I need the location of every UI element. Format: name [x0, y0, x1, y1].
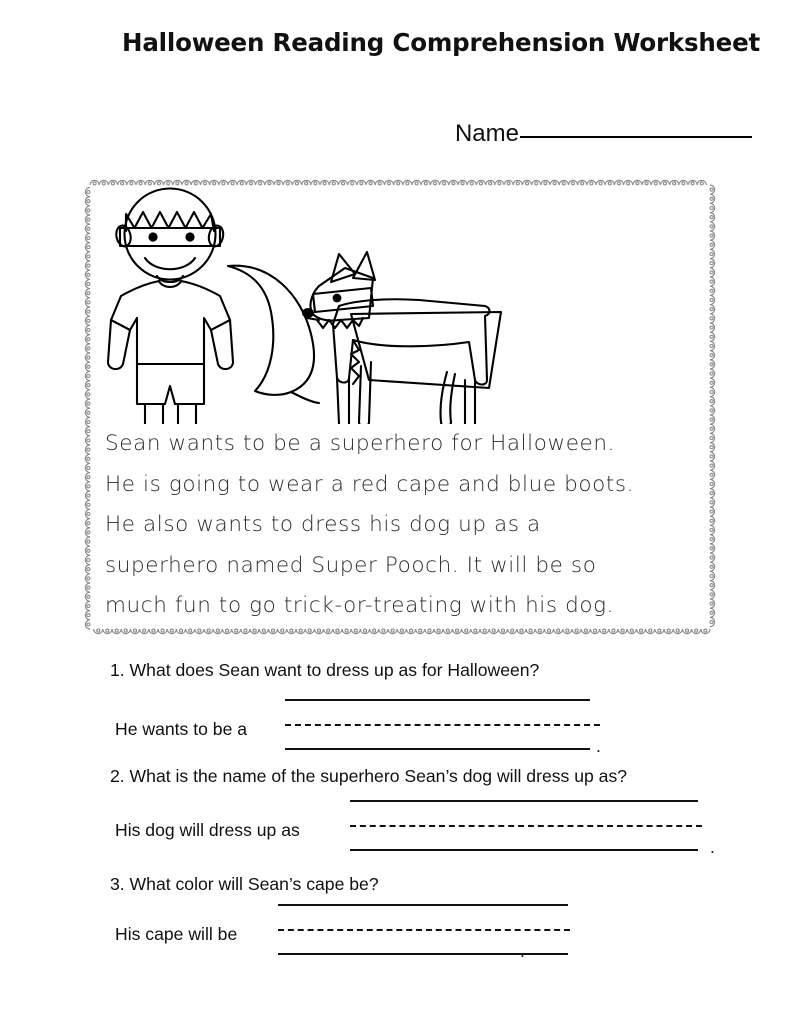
answer-line-bottom-1[interactable]	[285, 748, 590, 750]
story-line: much fun to go trick-or-treating with his dog.	[105, 593, 615, 618]
story-passage	[105, 424, 705, 627]
page-title: Halloween Reading Comprehension Worksheet	[122, 28, 760, 57]
story-line: He is going to wear a red cape and blue boots.	[105, 471, 635, 497]
story-line: Sean wants to be a superhero for Halloween.	[105, 431, 616, 456]
boy-shorts	[137, 364, 204, 404]
boy-cape-tail	[291, 392, 319, 403]
dog-eye	[333, 294, 342, 303]
answer-period-2: .	[710, 837, 715, 857]
dog-nose	[302, 308, 314, 318]
answer-line-guide-2[interactable]	[350, 825, 702, 827]
dog-cape	[351, 312, 501, 388]
boy-head	[125, 189, 216, 280]
answer-line-bottom-2[interactable]	[350, 849, 698, 851]
name-field-row	[0, 120, 752, 148]
halloween-superhero-illustration	[95, 184, 705, 424]
answer-line-top-2[interactable]	[350, 800, 698, 802]
boy-shirt	[111, 281, 230, 364]
dog-figure	[302, 252, 501, 424]
story-line: superhero named Super Pooch. It will be so	[105, 552, 597, 578]
name-label: Name	[454, 120, 519, 147]
question-text-2: 2. What is the name of the superhero Sean’s dog will dress up as?	[110, 766, 628, 786]
answer-prompt-1: He wants to be a	[115, 719, 248, 739]
dog-ear-left	[331, 254, 355, 282]
dog-leg-front	[337, 378, 349, 424]
answer-period-3: .	[520, 941, 525, 961]
story-line: He also wants to dress his dog up as a	[105, 512, 541, 537]
boy-eye-left	[148, 232, 157, 241]
answer-line-guide-1[interactable]	[285, 724, 600, 726]
boy-cape	[228, 266, 314, 395]
boy-arm-left	[108, 320, 130, 369]
question-text-3: 3. What color will Sean’s cape be?	[110, 874, 379, 894]
story-panel	[81, 176, 719, 638]
boy-mask	[120, 228, 220, 246]
dog-leg-front-2	[359, 362, 371, 424]
answer-line-top-3[interactable]	[278, 904, 568, 906]
boy-figure	[108, 189, 319, 425]
answer-prompt-3: His cape will be	[115, 924, 238, 944]
answer-line-guide-3[interactable]	[278, 929, 570, 931]
dog-leg-back-2	[440, 372, 455, 424]
boy-eye-right	[185, 232, 194, 241]
name-input-line[interactable]	[520, 136, 752, 138]
boy-smile	[145, 258, 195, 269]
answer-prompt-2: His dog will dress up as	[115, 820, 300, 840]
answer-line-top-1[interactable]	[285, 699, 590, 701]
answer-period-1: .	[596, 736, 601, 756]
question-text-1: 1. What does Sean want to dress up as for Halloween?	[110, 660, 540, 680]
boy-arm-right	[211, 320, 233, 369]
